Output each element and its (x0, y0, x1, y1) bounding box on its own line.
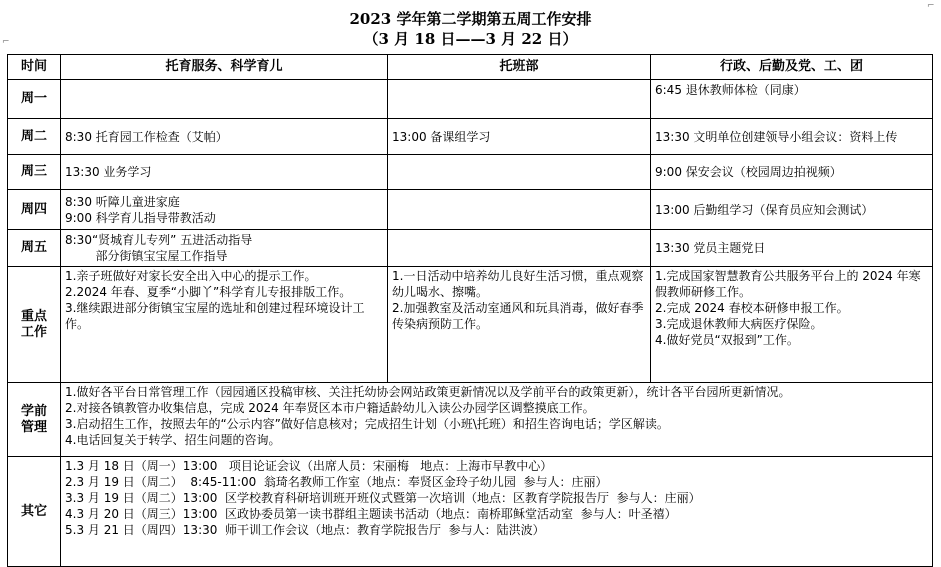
thursday-admin (651, 190, 933, 230)
key-work-nursery (388, 267, 651, 383)
key-work-label: 重点工作 (8, 267, 61, 383)
key-work-item: 2.加强教室及活动室通风和玩具消毒，做好春季传染病预防工作。 (392, 301, 644, 331)
friday-childcare-line: 部分街镇宝宝屋工作指导 (65, 249, 228, 263)
key-work-item: 1.一日活动中培养幼儿良好生活习惯，重点观察幼儿喝水、擦嘴。 (392, 269, 644, 299)
preschool-item: 4.电话回复关于转学、招生问题的咨询。 (65, 433, 281, 447)
schedule-table (7, 54, 933, 567)
tuesday-nursery (388, 119, 651, 155)
key-work-item: 2.完成 2024 春校本研修申报工作。 (655, 301, 849, 315)
tuesday-admin-line: 13:30 文明单位创建领导小组会议：资料上传 (655, 129, 898, 144)
tuesday-admin (651, 119, 933, 155)
key-work-item: 2.2024 年春、夏季“小脚丫”科学育儿专报排版工作。 (65, 285, 352, 299)
margin-mark-left: ⌐ (2, 37, 10, 47)
header-admin: 行政、后勤及党、工、团 (651, 55, 933, 80)
table-row-preschool (8, 383, 933, 457)
monday-admin-line: 6:45 退休教师体检（同康） (655, 83, 806, 97)
document-subtitle: （3 月 18 日——3 月 22 日） (363, 30, 578, 48)
friday-childcare-line: 8:30“贤城育儿专列” 五进活动指导 (65, 233, 253, 247)
friday-admin-line: 13:30 党员主题党日 (655, 241, 766, 255)
table-row-monday (8, 80, 933, 119)
wednesday-nursery (388, 155, 651, 190)
other-content (61, 457, 933, 567)
table-row-tuesday (8, 119, 933, 155)
other-item: 5.3 月 21 日（周四）13:30 师干训工作会议（地点：教育学院报告厅 参与人：陆洪波） (65, 523, 545, 537)
header-time: 时间 (8, 55, 61, 80)
table-row-friday (8, 230, 933, 267)
key-work-item: 3.继续跟进部分街镇宝宝屋的选址和创建过程环境设计工作。 (65, 301, 365, 331)
key-work-childcare (61, 267, 388, 383)
thursday-childcare-line: 9:00 科学育儿指导带教活动 (65, 210, 216, 225)
tuesday-childcare (61, 119, 388, 155)
preschool-item: 1.做好各平台日常管理工作（园园通区投稿审核、关注托幼协会网站政策更新情况以及学前平台的政策更新），统计各平台园所更新情况。 (65, 385, 791, 399)
table-row-thursday (8, 190, 933, 230)
table-row-other (8, 457, 933, 567)
key-work-item: 1.完成国家智慧教育公共服务平台上的 2024 年寒假教师研修工作。 (655, 269, 921, 299)
tuesday-childcare-line: 8:30 托育园工作检查（艾帕） (65, 129, 228, 144)
monday-childcare (61, 80, 388, 119)
wednesday-childcare-line: 13:30 业务学习 (65, 165, 152, 179)
tuesday-nursery-line: 13:00 备课组学习 (392, 129, 491, 144)
key-work-admin (651, 267, 933, 383)
friday-admin (651, 230, 933, 267)
thursday-childcare-line: 8:30 听障儿童进家庭 (65, 194, 180, 209)
preschool-content (61, 383, 933, 457)
table-header-row (8, 55, 933, 80)
header-nursery: 托班部 (388, 55, 651, 80)
friday-childcare (61, 230, 388, 267)
table-row-wednesday (8, 155, 933, 190)
monday-admin (651, 80, 933, 119)
key-work-item: 4.做好党员“双报到”工作。 (655, 333, 799, 347)
table-row-key-work (8, 267, 933, 383)
margin-mark-right: ⌐ (927, 1, 935, 11)
thursday-nursery (388, 190, 651, 230)
day-label: 周四 (8, 190, 61, 230)
preschool-item: 3.启动招生工作，按照去年的“公示内容”做好信息核对；完成招生计划（小班\托班）和招生咨询电话；学区解读。 (65, 417, 669, 431)
other-label: 其它 (8, 457, 61, 567)
wednesday-admin-line: 9:00 保安会议（校园周边拍视频） (655, 165, 842, 179)
wednesday-childcare (61, 155, 388, 190)
document-title: 2023 学年第二学期第五周工作安排 (349, 10, 592, 28)
key-work-item: 3.完成退休教师大病医疗保险。 (655, 317, 823, 331)
header-childcare: 托育服务、科学育儿 (61, 55, 388, 80)
wednesday-admin (651, 155, 933, 190)
other-item: 2.3 月 19 日（周二） 8:45-11:00 翁琦名教师工作室（地点：奉贤区金玲子幼儿园 参与人：庄丽） (65, 475, 608, 489)
day-label: 周三 (8, 155, 61, 190)
day-label: 周五 (8, 230, 61, 267)
friday-nursery (388, 230, 651, 267)
day-label: 周一 (8, 80, 61, 119)
other-item: 3.3 月 19 日（周二）13:00 区学校教育科研培训班开班仪式暨第一次培训（地点：区教育学院报告厅 参与人：庄丽） (65, 491, 701, 505)
thursday-childcare (61, 190, 388, 230)
day-label: 周二 (8, 119, 61, 155)
other-item: 4.3 月 20 日（周三）13:00 区政协委员第一读书群组主题读书活动（地点：南桥耶稣堂活动室 参与人：叶圣禧） (65, 507, 677, 521)
preschool-item: 2.对接各镇教管办收集信息，完成 2024 年奉贤区本市户籍适龄幼儿入读公办园学区调整摸底工作。 (65, 401, 595, 415)
key-work-item: 1.亲子班做好对家长安全出入中心的提示工作。 (65, 269, 317, 283)
preschool-label: 学前管理 (8, 383, 61, 457)
other-item: 1.3 月 18 日（周一）13:00 项目论证会议（出席人员：宋丽梅 地点：上海市早教中心） (65, 459, 553, 473)
monday-nursery (388, 80, 651, 119)
thursday-admin-line: 13:00 后勤组学习（保育员应知会测试） (655, 202, 874, 217)
